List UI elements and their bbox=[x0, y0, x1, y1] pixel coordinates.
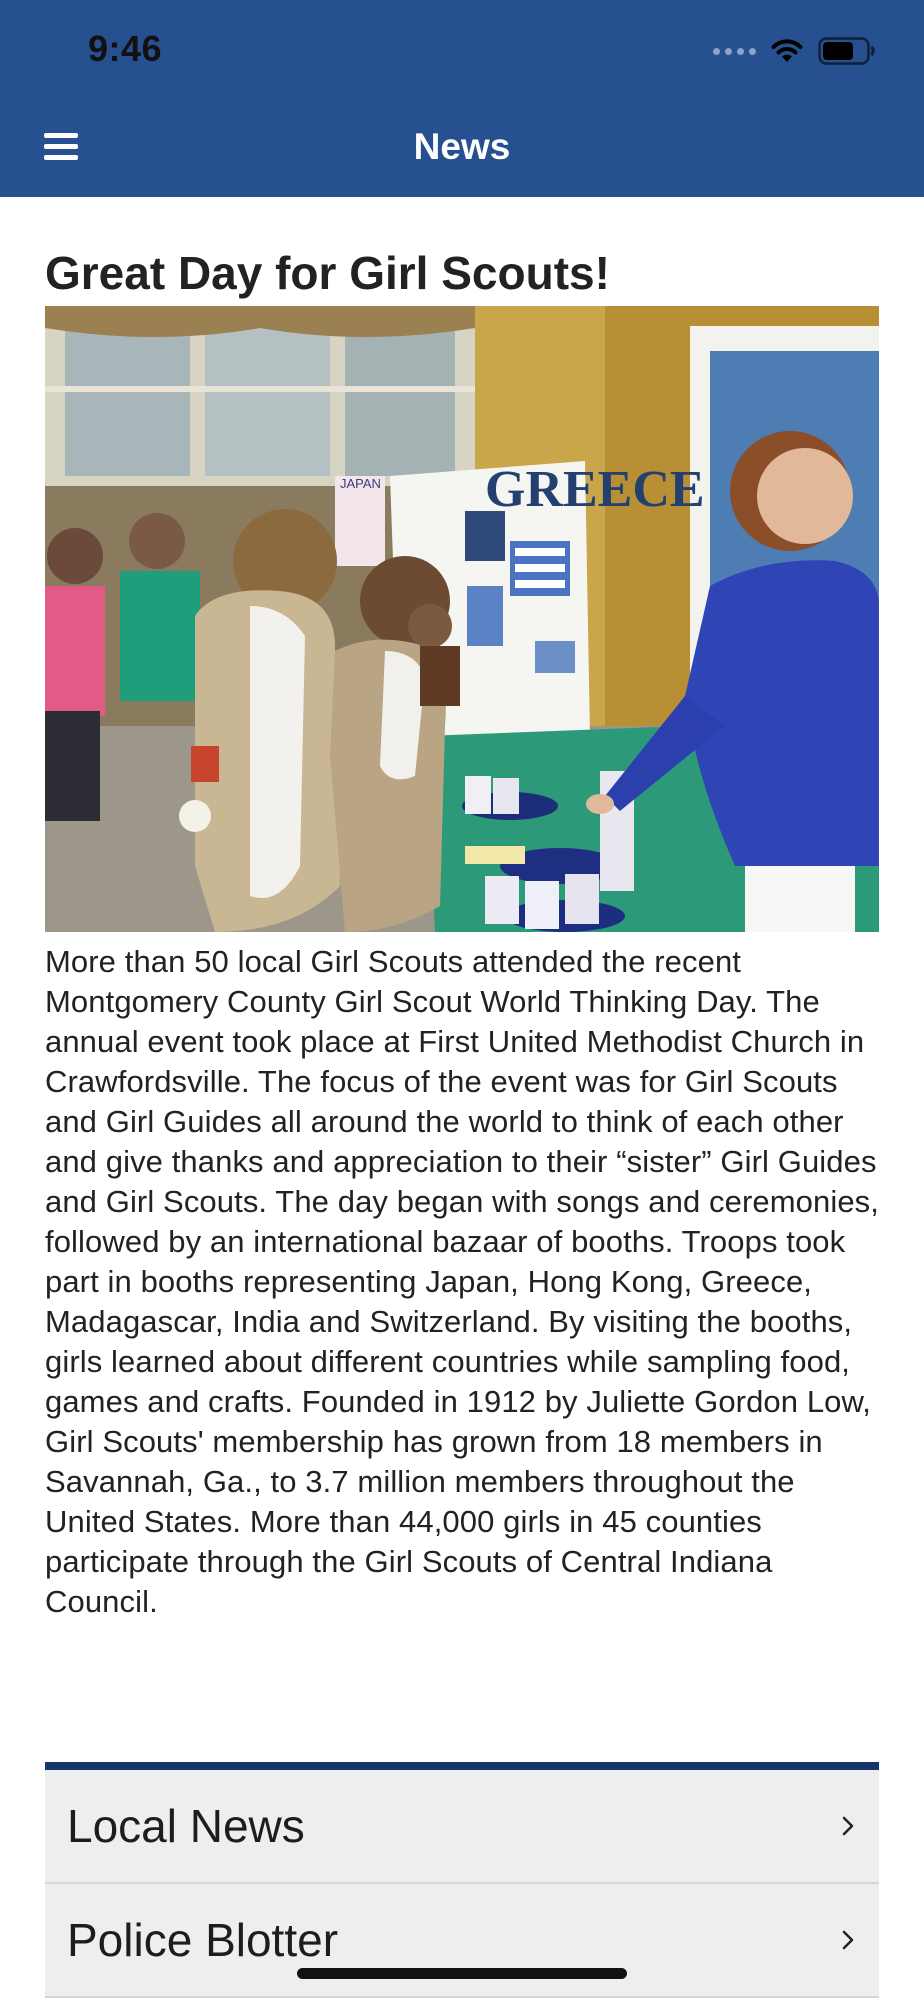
article bbox=[45, 197, 879, 1622]
photo-poster-japan: JAPAN bbox=[340, 476, 381, 491]
battery-icon bbox=[818, 37, 876, 65]
status-icons bbox=[713, 36, 876, 66]
photo-sign-greece: GREECE bbox=[485, 461, 705, 518]
category-item-local-news[interactable] bbox=[45, 1770, 879, 1884]
chevron-right-icon bbox=[841, 1815, 855, 1837]
article-body: More than 50 local Girl Scouts attended the recent Montgomery County Girl Scout World Thinking Day. The annual event took place at First United Methodist Church in Crawfordsville. The focus of the event was for Girl Scouts and Girl Guides all around the world to think of each other and give thanks and appreciation to their “sister” Girl Guides and Girl Scouts. The day began with songs and ceremonies, followed by an international bazaar of booths. Troops took part in booths representing Japan, Hong Kong, Greece, Madagascar, India and Switzerland. By visiting the booths, girls learned about different countries while sampling food, games and crafts. Founded in 1912 by Juliette Gordon Low, Girl Scouts' membership has grown from 18 members in Savannah, Ga., to 3.7 million members throughout the United States. More than 44,000 girls in 45 counties participate through the Girl Scouts of Central Indiana Council. bbox=[45, 944, 879, 1619]
article-photo bbox=[45, 306, 879, 932]
category-item-label: Local News bbox=[67, 1800, 305, 1852]
category-list-divider bbox=[45, 1762, 879, 1770]
category-item-label: Police Blotter bbox=[67, 1914, 339, 1966]
cellular-signal-icon bbox=[713, 48, 756, 55]
status-time: 9:46 bbox=[88, 28, 163, 69]
wifi-icon bbox=[770, 38, 804, 64]
article-title: Great Day for Girl Scouts! bbox=[45, 247, 610, 299]
home-indicator[interactable] bbox=[297, 1968, 627, 1979]
app-header bbox=[0, 0, 924, 197]
chevron-right-icon bbox=[841, 1929, 855, 1951]
category-item-police-blotter[interactable] bbox=[45, 1884, 879, 1998]
page-title: News bbox=[413, 126, 511, 167]
